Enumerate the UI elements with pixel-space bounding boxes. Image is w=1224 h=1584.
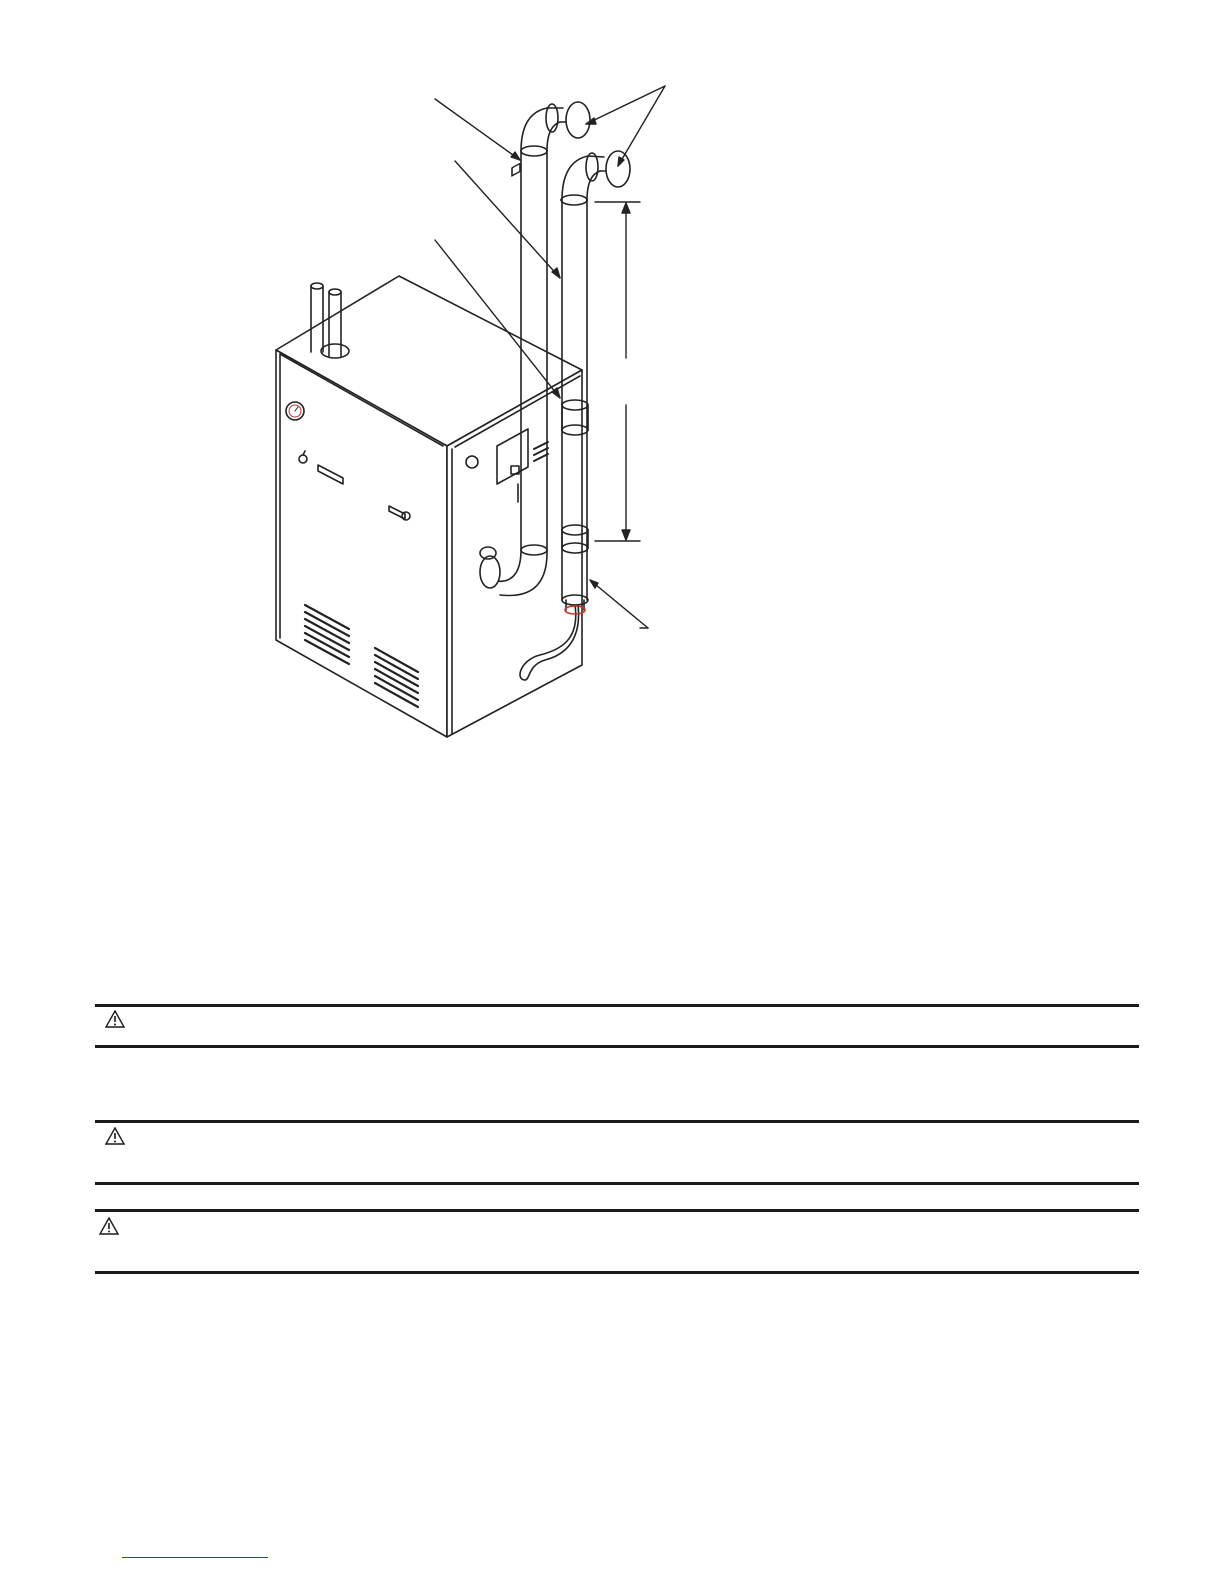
pressure-gauge	[286, 402, 304, 420]
warning-triangle-icon	[105, 1127, 125, 1145]
dimension-line	[595, 202, 640, 541]
notice-rule-2-top	[95, 1120, 1139, 1123]
warning-triangle-icon	[99, 1217, 119, 1235]
boiler-vent-piping-illustration	[0, 0, 1224, 760]
notice-rule-3-bottom	[95, 1271, 1139, 1274]
boiler-cabinet	[276, 276, 582, 737]
footer-link-underline[interactable]	[122, 1557, 268, 1558]
notice-rule-1-bottom	[95, 1045, 1139, 1048]
notice-rule-2-bottom	[95, 1182, 1139, 1185]
notice-rule-3-top	[95, 1209, 1139, 1212]
notice-rule-1-top	[95, 1004, 1139, 1007]
warning-triangle-icon	[105, 1010, 125, 1028]
